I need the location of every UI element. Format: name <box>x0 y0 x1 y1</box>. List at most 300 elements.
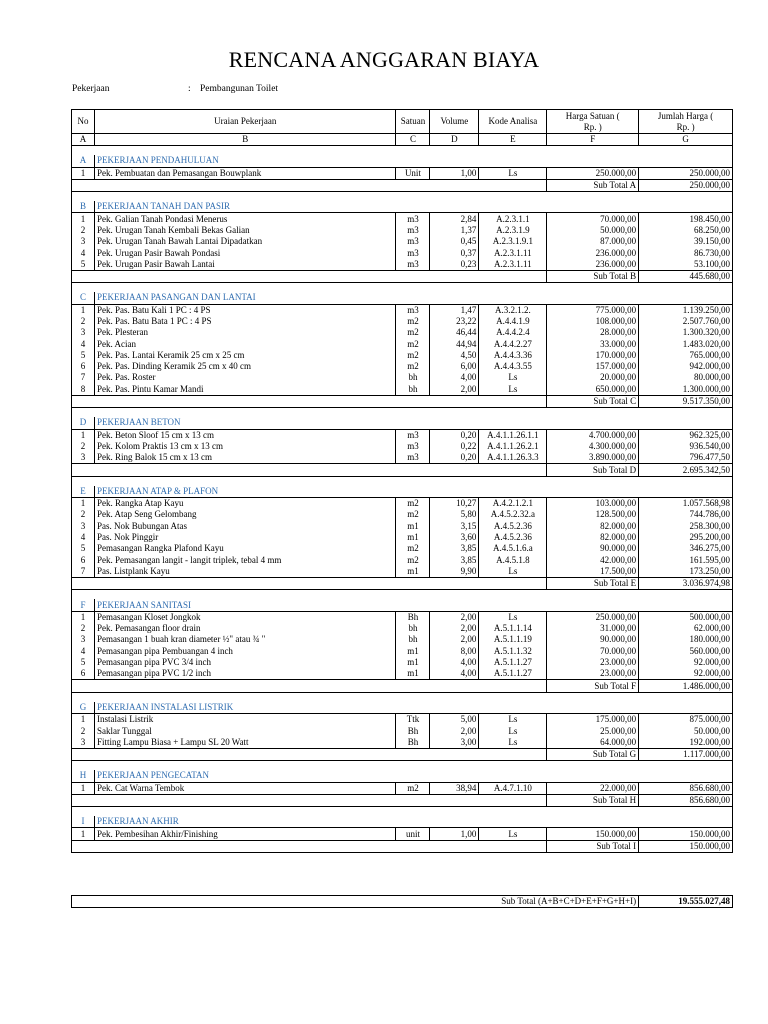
item-code: A.5.1.1.27 <box>479 657 547 668</box>
item-price: 250.000,00 <box>547 611 639 623</box>
header-satuan: Satuan <box>396 110 430 134</box>
item-unit: m1 <box>396 668 430 680</box>
section-header-row <box>72 417 733 429</box>
table-row <box>72 361 733 372</box>
subtotal-row <box>72 680 733 692</box>
item-volume: 4,00 <box>430 657 479 668</box>
subtotal-spacer <box>72 840 547 852</box>
subtotal-value: 9.517.350,00 <box>639 395 733 407</box>
table-row <box>72 611 733 623</box>
item-amount: 1.300.320,00 <box>639 327 733 338</box>
subtotal-row <box>72 179 733 191</box>
item-no: 5 <box>72 350 95 361</box>
item-volume: 6,00 <box>430 361 479 372</box>
item-volume: 2,00 <box>430 623 479 634</box>
section-title: PEKERJAAN INSTALASI LISTRIK <box>94 702 732 714</box>
item-code: Ls <box>479 714 547 726</box>
item-price: 128.500,00 <box>547 509 639 520</box>
item-volume: 0,23 <box>430 259 479 271</box>
document-title: RENCANA ANGGARAN BIAYA <box>228 47 540 72</box>
item-desc: Pek. Ring Balok 15 cm x 13 cm <box>94 452 396 464</box>
subtotal-row <box>72 840 733 852</box>
subtotal-row <box>72 464 733 476</box>
section-code: A <box>72 155 95 167</box>
spacer-cell <box>72 807 733 817</box>
item-no: 1 <box>72 304 95 316</box>
item-price: 108.000,00 <box>547 316 639 327</box>
item-price: 90.000,00 <box>547 543 639 554</box>
item-desc: Pek. Galian Tanah Pondasi Menerus <box>94 213 396 225</box>
section-title: PEKERJAAN PENGECATAN <box>94 770 732 782</box>
item-desc: Pek. Atap Seng Gelombang <box>94 509 396 520</box>
item-unit: m3 <box>396 429 430 441</box>
item-no: 5 <box>72 259 95 271</box>
subtotal-label: Sub Total H <box>547 794 639 806</box>
section-code: F <box>72 599 95 611</box>
item-volume: 3,60 <box>430 532 479 543</box>
item-price: 175.000,00 <box>547 714 639 726</box>
item-no: 1 <box>72 167 95 179</box>
job-line <box>72 84 278 94</box>
item-code: A.4.7.1.10 <box>479 782 547 794</box>
job-colon: : <box>188 84 191 94</box>
section-code: E <box>72 486 95 498</box>
item-unit: m2 <box>396 782 430 794</box>
item-amount: 62.000,00 <box>639 623 733 634</box>
item-desc: Pek. Pas. Batu Bata 1 PC : 4 PS <box>94 316 396 327</box>
item-price: 3.890.000,00 <box>547 452 639 464</box>
item-no: 3 <box>72 634 95 645</box>
item-amount: 80.000,00 <box>639 372 733 383</box>
subtotal-value: 150.000,00 <box>639 840 733 852</box>
item-desc: Pek. Plesteran <box>94 327 396 338</box>
item-code: A.5.1.1.14 <box>479 623 547 634</box>
subtotal-value: 856.680,00 <box>639 794 733 806</box>
item-code: A.4.4.1.9 <box>479 316 547 327</box>
item-unit: bh <box>396 384 430 396</box>
item-volume: 1,00 <box>430 828 479 840</box>
spacer-row <box>72 192 733 202</box>
table-row <box>72 532 733 543</box>
item-no: 4 <box>72 338 95 349</box>
section-code: C <box>72 292 95 304</box>
item-unit: m1 <box>396 657 430 668</box>
spacer-row <box>72 692 733 702</box>
item-no: 6 <box>72 361 95 372</box>
table-row <box>72 657 733 668</box>
section-header-row <box>72 292 733 304</box>
item-price: 70.000,00 <box>547 646 639 657</box>
item-code: A.2.3.1.11 <box>479 247 547 258</box>
item-volume: 3,85 <box>430 543 479 554</box>
section-header-row <box>72 486 733 498</box>
subtotal-label: Sub Total I <box>547 840 639 852</box>
subtotal-value: 1.117.000,00 <box>639 748 733 760</box>
table-row <box>72 213 733 225</box>
item-price: 250.000,00 <box>547 167 639 179</box>
item-desc: Instalasi Listrik <box>94 714 396 726</box>
item-price: 236.000,00 <box>547 259 639 271</box>
table-row <box>72 304 733 316</box>
subtotal-spacer <box>72 794 547 806</box>
item-no: 4 <box>72 247 95 258</box>
item-desc: Pemasangan Kloset Jongkok <box>94 611 396 623</box>
item-code: Ls <box>479 372 547 383</box>
item-unit: bh <box>396 623 430 634</box>
item-desc: Pek. Pas. Lantai Keramik 25 cm x 25 cm <box>94 350 396 361</box>
item-no: 1 <box>72 429 95 441</box>
table-row <box>72 498 733 510</box>
item-unit: Unit <box>396 167 430 179</box>
item-amount: 180.000,00 <box>639 634 733 645</box>
item-price: 50.000,00 <box>547 225 639 236</box>
item-price: 170.000,00 <box>547 350 639 361</box>
section-header-row <box>72 816 733 828</box>
item-amount: 765.000,00 <box>639 350 733 361</box>
item-amount: 92.000,00 <box>639 657 733 668</box>
item-price: 33.000,00 <box>547 338 639 349</box>
item-desc: Pemasangan 1 buah kran diameter ½" atau ¾ " <box>94 634 396 645</box>
item-volume: 0,20 <box>430 452 479 464</box>
item-unit: Bh <box>396 725 430 736</box>
item-code: A.4.5.1.8 <box>479 555 547 566</box>
item-no: 3 <box>72 327 95 338</box>
section-title: PEKERJAAN TANAH DAN PASIR <box>94 201 732 213</box>
section-title: PEKERJAAN BETON <box>94 417 732 429</box>
item-price: 31.000,00 <box>547 623 639 634</box>
item-volume: 5,00 <box>430 714 479 726</box>
item-code: A.2.3.1.9 <box>479 225 547 236</box>
item-price: 28.000,00 <box>547 327 639 338</box>
item-unit: m3 <box>396 452 430 464</box>
item-code: Ls <box>479 566 547 578</box>
subtotal-spacer <box>72 270 547 282</box>
item-unit: m1 <box>396 532 430 543</box>
item-desc: Pek. Cat Warna Tembok <box>94 782 396 794</box>
table-row <box>72 566 733 578</box>
item-code: Ls <box>479 167 547 179</box>
letter-a: A <box>72 134 95 146</box>
item-desc: Pek. Beton Sloof 15 cm x 13 cm <box>94 429 396 441</box>
item-unit: m3 <box>396 236 430 247</box>
header-volume: Volume <box>430 110 479 134</box>
item-price: 157.000,00 <box>547 361 639 372</box>
spacer-cell <box>72 761 733 771</box>
section-header-row <box>72 770 733 782</box>
item-price: 42.000,00 <box>547 555 639 566</box>
item-amount: 198.450,00 <box>639 213 733 225</box>
item-no: 2 <box>72 316 95 327</box>
item-desc: Saklar Tunggal <box>94 725 396 736</box>
letter-g: G <box>639 134 733 146</box>
table-row <box>72 737 733 749</box>
subtotal-value: 2.695.342,50 <box>639 464 733 476</box>
grand-total-row <box>72 896 733 908</box>
table-row <box>72 167 733 179</box>
item-code: A.4.5.2.36 <box>479 532 547 543</box>
item-amount: 875.000,00 <box>639 714 733 726</box>
item-volume: 2,00 <box>430 725 479 736</box>
item-desc: Pek. Urugan Tanah Bawah Lantai Dipadatkan <box>94 236 396 247</box>
item-amount: 92.000,00 <box>639 668 733 680</box>
item-amount: 560.000,00 <box>639 646 733 657</box>
item-volume: 2,00 <box>430 384 479 396</box>
table-row <box>72 350 733 361</box>
item-volume: 23,22 <box>430 316 479 327</box>
item-volume: 2,00 <box>430 634 479 645</box>
item-price: 70.000,00 <box>547 213 639 225</box>
subtotal-value: 1.486.000,00 <box>639 680 733 692</box>
spacer-row <box>72 283 733 293</box>
item-unit: m2 <box>396 350 430 361</box>
subtotal-row <box>72 270 733 282</box>
table-row <box>72 634 733 645</box>
table-row <box>72 668 733 680</box>
budget-table <box>71 109 733 853</box>
letter-c: C <box>396 134 430 146</box>
item-amount: 796.477,50 <box>639 452 733 464</box>
item-volume: 1,00 <box>430 167 479 179</box>
grand-total-table <box>71 895 733 908</box>
item-amount: 258.300,00 <box>639 521 733 532</box>
spacer-row <box>72 146 733 156</box>
letter-f: F <box>547 134 639 146</box>
grand-total-label: Sub Total (A+B+C+D+E+F+G+H+I) <box>72 896 639 908</box>
item-amount: 942.000,00 <box>639 361 733 372</box>
table-row <box>72 338 733 349</box>
spacer-row <box>72 408 733 418</box>
item-volume: 0,22 <box>430 441 479 452</box>
item-amount: 86.730,00 <box>639 247 733 258</box>
item-no: 7 <box>72 566 95 578</box>
subtotal-label: Sub Total G <box>547 748 639 760</box>
item-desc: Pek. Pas. Dinding Keramik 25 cm x 40 cm <box>94 361 396 372</box>
subtotal-value: 445.680,00 <box>639 270 733 282</box>
subtotal-row <box>72 794 733 806</box>
item-amount: 173.250,00 <box>639 566 733 578</box>
item-price: 20.000,00 <box>547 372 639 383</box>
item-desc: Pemasangan pipa PVC 1/2 inch <box>94 668 396 680</box>
item-unit: m3 <box>396 213 430 225</box>
item-volume: 5,80 <box>430 509 479 520</box>
item-no: 3 <box>72 236 95 247</box>
item-price: 23.000,00 <box>547 657 639 668</box>
item-volume: 8,00 <box>430 646 479 657</box>
table-row <box>72 259 733 271</box>
item-amount: 1.483.020,00 <box>639 338 733 349</box>
item-amount: 161.595,00 <box>639 555 733 566</box>
item-no: 4 <box>72 532 95 543</box>
item-price: 236.000,00 <box>547 247 639 258</box>
section-code: B <box>72 201 95 213</box>
item-code: A.5.1.1.19 <box>479 634 547 645</box>
item-no: 1 <box>72 828 95 840</box>
item-amount: 1.057.568,98 <box>639 498 733 510</box>
table-row <box>72 236 733 247</box>
header-no: No <box>72 110 95 134</box>
table-row <box>72 555 733 566</box>
item-volume: 2,84 <box>430 213 479 225</box>
spacer-row <box>72 476 733 486</box>
item-desc: Pas. Nok Bubungan Atas <box>94 521 396 532</box>
item-volume: 0,20 <box>430 429 479 441</box>
section-title: PEKERJAAN PENDAHULUAN <box>94 155 732 167</box>
item-amount: 1.300.000,00 <box>639 384 733 396</box>
item-code: A.4.4.2.27 <box>479 338 547 349</box>
budget-table-body <box>72 146 733 853</box>
item-code: A.2.3.1.1 <box>479 213 547 225</box>
item-volume: 3,00 <box>430 737 479 749</box>
table-row <box>72 828 733 840</box>
subtotal-label: Sub Total C <box>547 395 639 407</box>
letter-d: D <box>430 134 479 146</box>
item-amount: 50.000,00 <box>639 725 733 736</box>
subtotal-spacer <box>72 578 547 590</box>
item-unit: m2 <box>396 361 430 372</box>
item-no: 8 <box>72 384 95 396</box>
table-row <box>72 452 733 464</box>
item-no: 3 <box>72 452 95 464</box>
section-code: G <box>72 702 95 714</box>
item-no: 6 <box>72 555 95 566</box>
item-price: 4.300.000,00 <box>547 441 639 452</box>
item-unit: m3 <box>396 259 430 271</box>
item-volume: 46,44 <box>430 327 479 338</box>
item-no: 1 <box>72 611 95 623</box>
item-no: 2 <box>72 225 95 236</box>
letter-b: B <box>94 134 396 146</box>
table-row <box>72 441 733 452</box>
item-code: Ls <box>479 828 547 840</box>
table-row <box>72 429 733 441</box>
table-row <box>72 521 733 532</box>
item-unit: m2 <box>396 338 430 349</box>
item-code: Ls <box>479 737 547 749</box>
subtotal-row <box>72 395 733 407</box>
spacer-row <box>72 807 733 817</box>
item-code: Ls <box>479 384 547 396</box>
item-unit: m1 <box>396 646 430 657</box>
table-row <box>72 714 733 726</box>
item-desc: Pek. Acian <box>94 338 396 349</box>
item-price: 25.000,00 <box>547 725 639 736</box>
spacer-cell <box>72 408 733 418</box>
spacer-cell <box>72 192 733 202</box>
item-price: 22.000,00 <box>547 782 639 794</box>
job-label: Pekerjaan <box>72 84 110 94</box>
table-row <box>72 247 733 258</box>
item-desc: Pemasangan pipa PVC 3/4 inch <box>94 657 396 668</box>
grand-total-value: 19.555.027,48 <box>639 896 733 908</box>
item-volume: 1,37 <box>430 225 479 236</box>
item-code: A.5.1.1.27 <box>479 668 547 680</box>
table-row <box>72 543 733 554</box>
item-amount: 936.540,00 <box>639 441 733 452</box>
item-unit: m2 <box>396 327 430 338</box>
item-price: 650.000,00 <box>547 384 639 396</box>
item-amount: 192.000,00 <box>639 737 733 749</box>
item-code: A.4.2.1.2.1 <box>479 498 547 510</box>
item-code: A.2.3.1.11 <box>479 259 547 271</box>
item-price: 23.000,00 <box>547 668 639 680</box>
item-no: 5 <box>72 657 95 668</box>
item-code: A.4.4.3.55 <box>479 361 547 372</box>
item-volume: 3,15 <box>430 521 479 532</box>
item-unit: m1 <box>396 521 430 532</box>
item-desc: Pek. Pas. Pintu Kamar Mandi <box>94 384 396 396</box>
item-price: 82.000,00 <box>547 532 639 543</box>
item-code: A.4.4.2.4 <box>479 327 547 338</box>
item-unit: m3 <box>396 304 430 316</box>
item-desc: Pemasangan pipa Pembuangan 4 inch <box>94 646 396 657</box>
item-price: 17.500,00 <box>547 566 639 578</box>
spacer-row <box>72 761 733 771</box>
item-volume: 4,00 <box>430 372 479 383</box>
item-volume: 3,85 <box>430 555 479 566</box>
item-no: 3 <box>72 737 95 749</box>
item-unit: unit <box>396 828 430 840</box>
table-row <box>72 372 733 383</box>
item-amount: 250.000,00 <box>639 167 733 179</box>
item-desc: Pek. Urugan Pasir Bawah Lantai <box>94 259 396 271</box>
spacer-cell <box>72 476 733 486</box>
table-row <box>72 316 733 327</box>
subtotal-value: 250.000,00 <box>639 179 733 191</box>
item-desc: Pek. Pemasangan langit - langit triplek, tebal 4 mm <box>94 555 396 566</box>
item-volume: 9,90 <box>430 566 479 578</box>
item-desc: Pek. Rangka Atap Kayu <box>94 498 396 510</box>
item-desc: Pemasangan Rangka Plafond Kayu <box>94 543 396 554</box>
section-code: D <box>72 417 95 429</box>
item-code: A.4.5.2.36 <box>479 521 547 532</box>
item-amount: 962.325,00 <box>639 429 733 441</box>
item-price: 775.000,00 <box>547 304 639 316</box>
spacer-cell <box>72 692 733 702</box>
item-price: 90.000,00 <box>547 634 639 645</box>
subtotal-value: 3.036.974,98 <box>639 578 733 590</box>
item-no: 6 <box>72 668 95 680</box>
subtotal-label: Sub Total E <box>547 578 639 590</box>
header-letter-row <box>72 134 733 146</box>
item-code: A.4.1.1.26.3.3 <box>479 452 547 464</box>
table-row <box>72 623 733 634</box>
item-no: 1 <box>72 782 95 794</box>
item-code: A.5.1.1.32 <box>479 646 547 657</box>
item-desc: Pek. Kolom Praktis 13 cm x 13 cm <box>94 441 396 452</box>
item-desc: Pek. Pemasangan floor drain <box>94 623 396 634</box>
item-desc: Pek. Pembuatan dan Pemasangan Bouwplank <box>94 167 396 179</box>
item-amount: 744.786,00 <box>639 509 733 520</box>
item-unit: m3 <box>396 247 430 258</box>
item-desc: Pas. Listplank Kayu <box>94 566 396 578</box>
subtotal-row <box>72 578 733 590</box>
header-harga: Harga Satuan ( Rp. ) <box>547 110 639 134</box>
item-amount: 53.100,00 <box>639 259 733 271</box>
item-no: 2 <box>72 623 95 634</box>
item-code: A.4.1.1.26.1.1 <box>479 429 547 441</box>
section-header-row <box>72 201 733 213</box>
item-price: 82.000,00 <box>547 521 639 532</box>
item-no: 1 <box>72 498 95 510</box>
item-no: 1 <box>72 213 95 225</box>
section-code: H <box>72 770 95 782</box>
spacer-cell <box>72 590 733 600</box>
item-amount: 500.000,00 <box>639 611 733 623</box>
subtotal-spacer <box>72 464 547 476</box>
item-unit: m2 <box>396 316 430 327</box>
item-unit: m1 <box>396 566 430 578</box>
item-volume: 4,00 <box>430 668 479 680</box>
